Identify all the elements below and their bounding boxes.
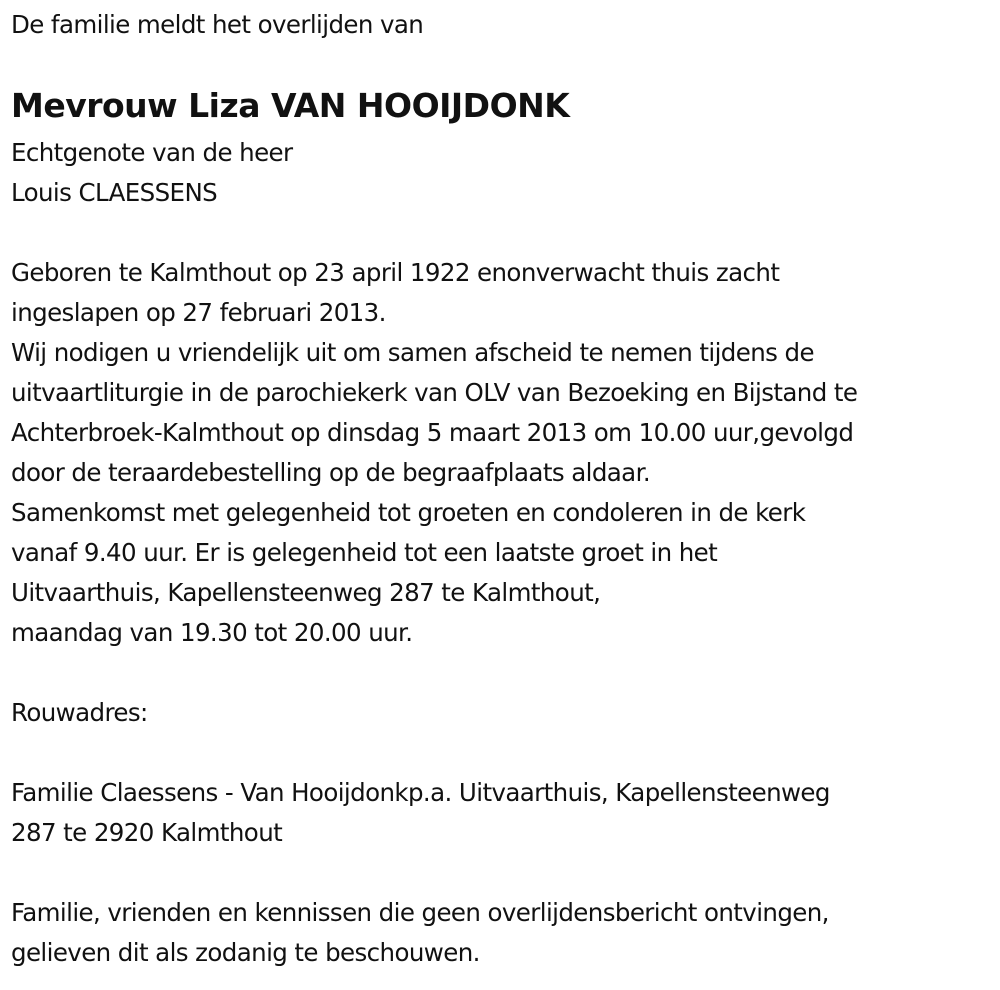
body-line: maandag van 19.30 tot 20.00 uur. bbox=[11, 618, 413, 647]
spouse-line-1: Echtgenote van de heer bbox=[11, 138, 293, 167]
body-line: Wij nodigen u vriendelijk uit om samen afscheid te nemen tijdens de bbox=[11, 338, 814, 367]
body-line: Uitvaarthuis, Kapellensteenweg 287 te Kalmthout, bbox=[11, 578, 601, 607]
address-line: Familie Claessens - Van Hooijdonkp.a. Uitvaarthuis, Kapellensteenweg bbox=[11, 778, 830, 807]
body-line: Geboren te Kalmthout op 23 april 1922 enonverwacht thuis zacht bbox=[11, 258, 780, 287]
intro-text: De familie meldt het overlijden van bbox=[11, 10, 424, 39]
body-line: ingeslapen op 27 februari 2013. bbox=[11, 298, 386, 327]
address-label: Rouwadres: bbox=[11, 698, 148, 727]
body-line: Samenkomst met gelegenheid tot groeten en condoleren in de kerk bbox=[11, 498, 806, 527]
deceased-name: Mevrouw Liza VAN HOOIJDONK bbox=[11, 86, 570, 125]
closing-line: gelieven dit als zodanig te beschouwen. bbox=[11, 938, 480, 967]
body-line: uitvaartliturgie in de parochiekerk van OLV van Bezoeking en Bijstand te bbox=[11, 378, 858, 407]
body-line: vanaf 9.40 uur. Er is gelegenheid tot een laatste groet in het bbox=[11, 538, 718, 567]
closing-line: Familie, vrienden en kennissen die geen overlijdensbericht ontvingen, bbox=[11, 898, 829, 927]
spouse-line-2: Louis CLAESSENS bbox=[11, 178, 218, 207]
body-line: door de teraardebestelling op de begraafplaats aldaar. bbox=[11, 458, 651, 487]
body-line: Achterbroek-Kalmthout op dinsdag 5 maart 2013 om 10.00 uur,gevolgd bbox=[11, 418, 854, 447]
address-line: 287 te 2920 Kalmthout bbox=[11, 818, 283, 847]
